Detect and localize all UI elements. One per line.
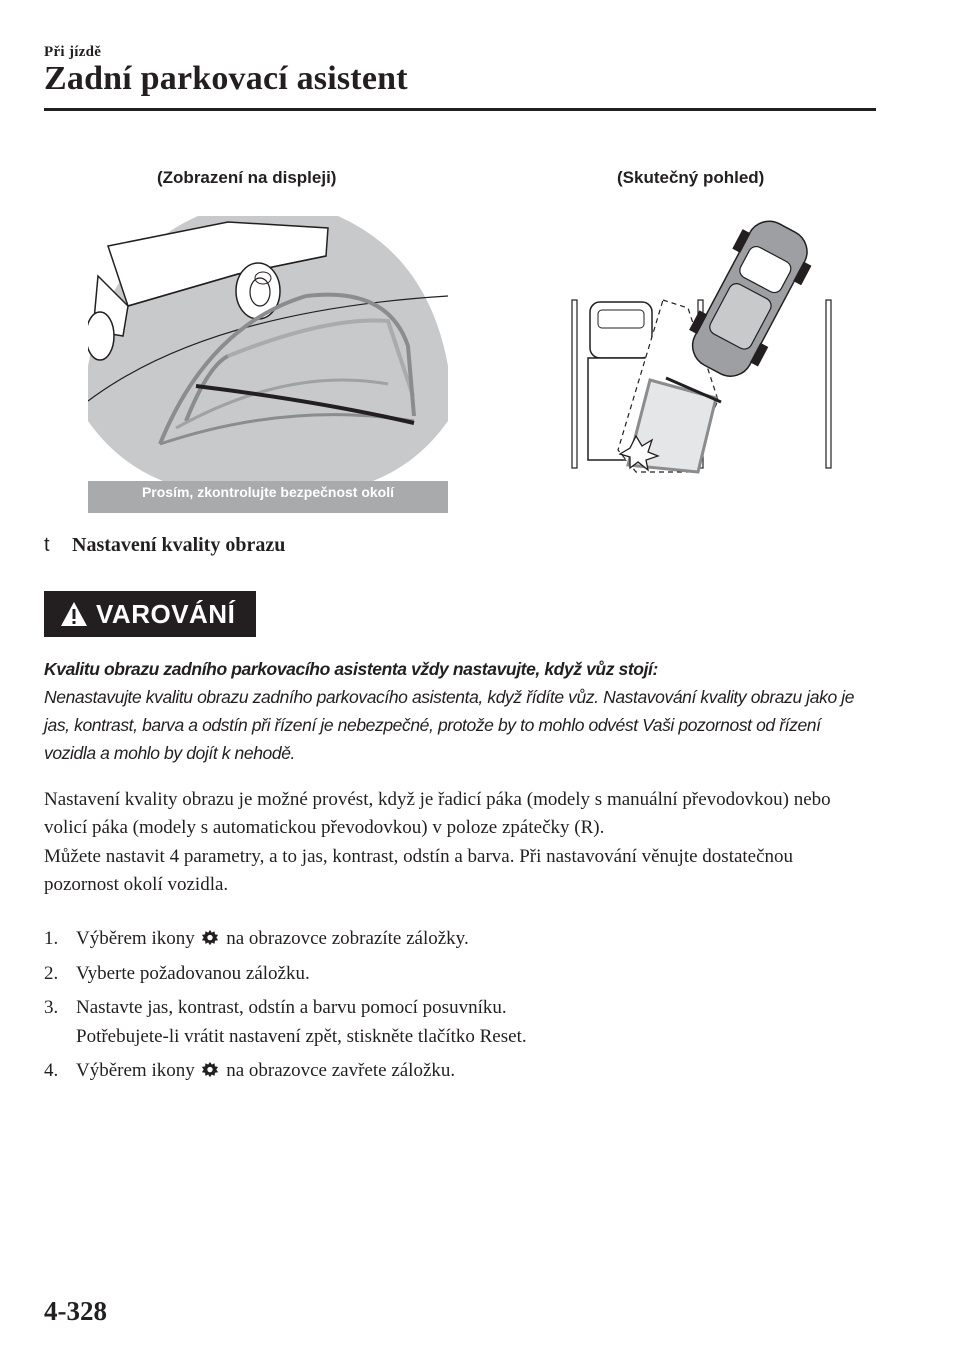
body-text xyxy=(44,786,864,899)
step-text: Nastavte jas, kontrast, odstín a barvu pomocí posuvníku. xyxy=(76,997,507,1018)
display-banner-text: Prosím, zkontrolujte bezpečnost okolí xyxy=(141,484,395,500)
parking-overhead-illustration xyxy=(558,210,848,480)
page-number: 4-328 xyxy=(44,1296,107,1326)
display-view-caption: (Zobrazení na displeji) xyxy=(157,168,337,187)
gear-icon xyxy=(201,1061,219,1079)
steps-list xyxy=(44,925,864,1086)
step-number: 1. xyxy=(44,928,59,949)
step-number: 4. xyxy=(44,1060,59,1081)
section-label: Při jízdě xyxy=(44,44,102,60)
step-item xyxy=(44,925,864,954)
warning-lead: Kvalitu obrazu zadního parkovacího asistenta vždy nastavujte, když vůz stojí: xyxy=(44,659,658,679)
step-number: 3. xyxy=(44,997,59,1018)
warning-text-block xyxy=(44,655,864,767)
warning-text: Nenastavujte kvalitu obrazu zadního parkovacího asistenta, když řídíte vůz. Nastavování kvality obrazu jako je jas, kontrast, barva a odstín při řízení je nebezpečné, protože by to mohlo odvést Vaši pozornost od řízení vozidla a mohlo by dojít k nehodě. xyxy=(44,687,855,763)
subsection-heading xyxy=(44,534,285,557)
step-number: 2. xyxy=(44,962,59,984)
step-text: Výběrem ikony xyxy=(76,1060,195,1081)
subsection-title: Nastavení kvality obrazu xyxy=(72,534,286,556)
step-text: Výběrem ikony xyxy=(76,928,195,949)
warning-triangle-icon xyxy=(59,600,89,628)
step-subtext: Potřebujete-li vrátit nastavení zpět, stiskněte tlačítko Reset. xyxy=(76,1025,527,1047)
step-text: Vyberte požadovanou záložku. xyxy=(76,962,310,984)
warning-banner xyxy=(44,591,256,637)
page-title: Zadní parkovací asistent xyxy=(44,60,408,97)
subsection-marker: t xyxy=(44,534,50,556)
step-item xyxy=(44,994,864,1051)
step-text: na obrazovce zobrazíte záložky. xyxy=(226,928,469,949)
title-divider xyxy=(44,108,876,111)
body-paragraph-1: Nastavení kvality obrazu je možné provést, když je řadicí páka (modely s manuální převodovkou) nebo volicí páka (modely s automatickou převodovkou) v poloze zpátečky (R). xyxy=(44,789,831,839)
body-paragraph-2: Můžete nastavit 4 parametry, a to jas, kontrast, odstín a barva. Při nastavování věnujte dostatečnou pozornost okolí vozidla. xyxy=(44,845,794,895)
camera-display-illustration xyxy=(88,216,448,513)
step-text: na obrazovce zavřete záložku. xyxy=(226,1060,456,1081)
step-item xyxy=(44,1057,864,1086)
gear-icon xyxy=(201,929,219,947)
step-item xyxy=(44,960,864,989)
warning-label: VAROVÁNÍ xyxy=(96,598,236,629)
real-view-caption: (Skutečný pohled) xyxy=(617,168,765,187)
